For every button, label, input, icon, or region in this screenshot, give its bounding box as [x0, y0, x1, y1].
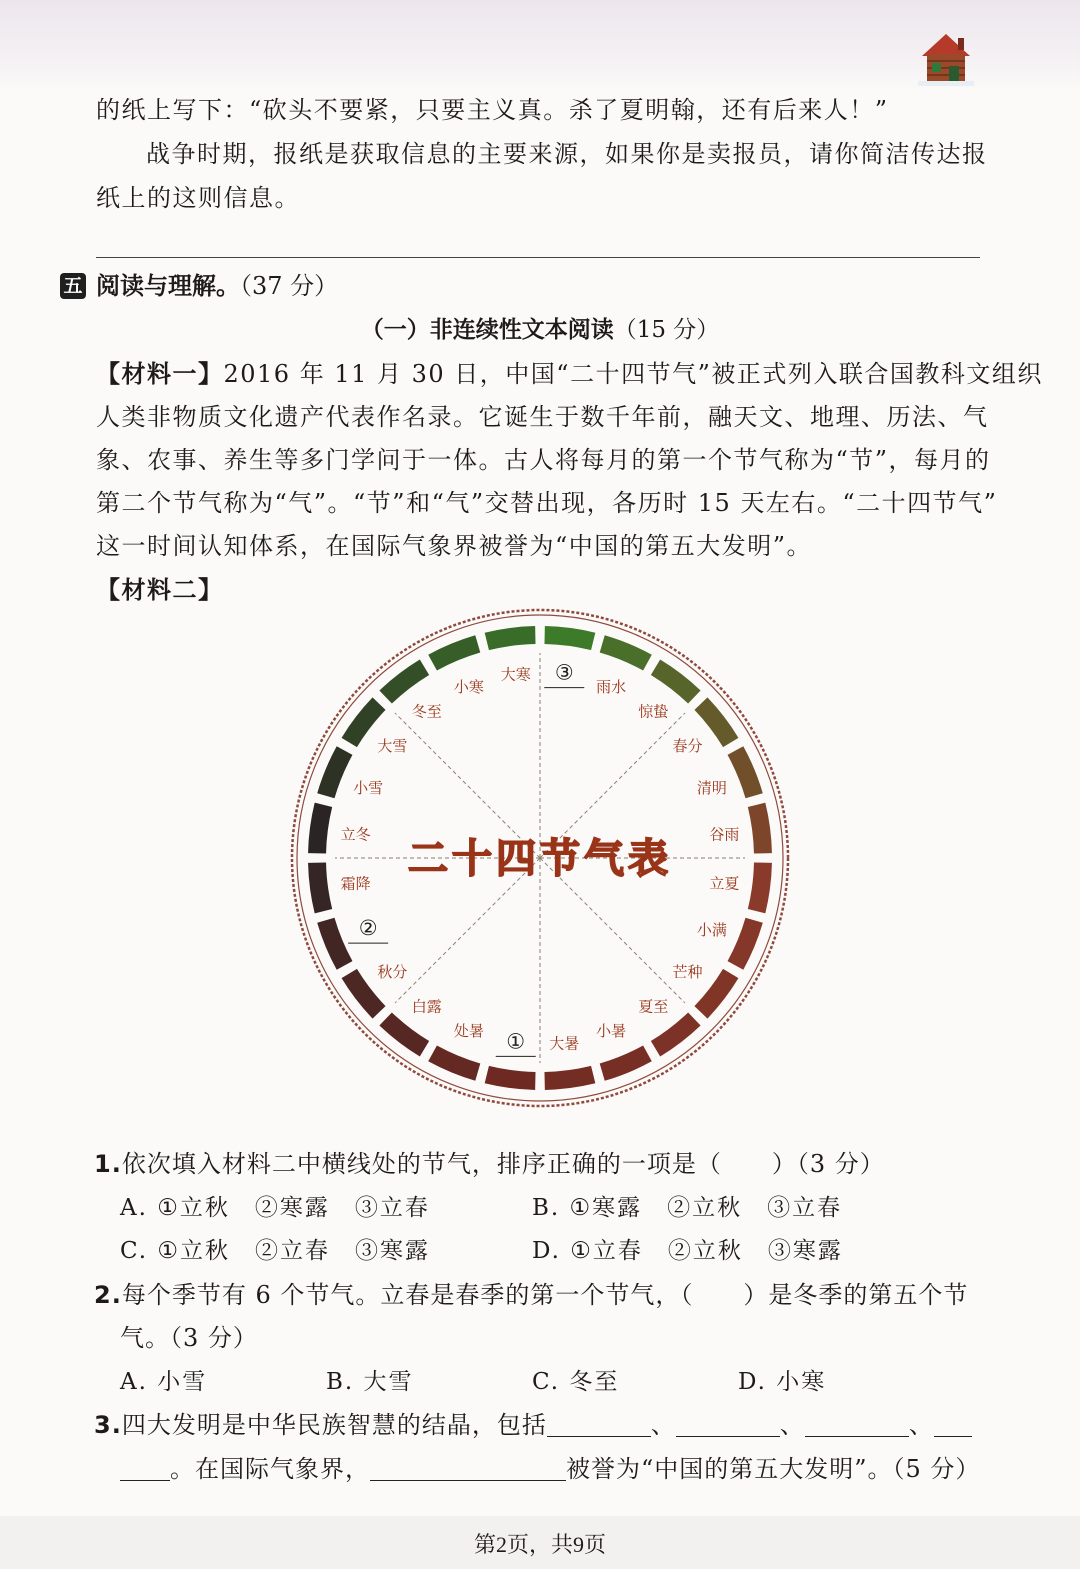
q2-number: 2.: [94, 1281, 122, 1309]
wheel-segment: [728, 918, 763, 970]
q1-option-c[interactable]: C. ①立秋 ②立春 ③寒露: [120, 1238, 431, 1264]
q3-blank-5[interactable]: [370, 1452, 566, 1481]
q1-number: 1.: [94, 1150, 122, 1178]
wheel-segment: [379, 1012, 429, 1056]
material1-line-3: 象、农事、养生等多门学问于一体。古人将每月的第一个节气称为“节”，每月的: [96, 446, 991, 474]
wheel-segment: [651, 660, 701, 704]
section-title-text: 阅读与理解。: [96, 272, 240, 300]
q1-option-a[interactable]: A. ①立秋 ②寒露 ③立春: [120, 1195, 430, 1221]
wheel-segment: [600, 635, 652, 670]
wheel-term-label: 小雪: [353, 778, 384, 797]
wheel-term-label: 芒种: [672, 963, 703, 982]
q3-number: 3.: [94, 1411, 122, 1439]
q3-text-a: 四大发明是中华民族智慧的结晶，包括: [121, 1411, 547, 1439]
wheel-term-label: 冬至: [411, 702, 442, 721]
question-3-line-2: [120, 1447, 1020, 1491]
q1-option-b[interactable]: B. ①寒露 ②立秋 ③立春: [532, 1195, 843, 1221]
wheel-term-label: 雨水: [596, 678, 627, 697]
material1-line-5: 这一时间认知体系，在国际气象界被誉为“中国的第五大发明”。: [96, 532, 813, 560]
wheel-blank-marker: ①: [506, 1029, 526, 1054]
house-icon: [918, 30, 974, 86]
material1-line-2: 人类非物质文化遗产代表作名录。它诞生于数千年前，融天文、地理、历法、气: [96, 403, 989, 431]
q3-text-b: 。在国际气象界，: [170, 1455, 370, 1483]
q3-blank-4a[interactable]: [934, 1408, 972, 1437]
q3-sep-1: 、: [650, 1411, 676, 1439]
q2-option-c[interactable]: C. 冬至: [532, 1369, 620, 1395]
q3-sep-3: 、: [908, 1411, 934, 1439]
wheel-blank-marker: ③: [554, 660, 574, 685]
wheel-term-label: 夏至: [638, 997, 669, 1016]
q2-text-2: 气。（3 分）: [120, 1324, 258, 1352]
subsection-points: （15 分）: [613, 317, 720, 343]
wheel-segment: [317, 918, 352, 970]
q3-blank-4b[interactable]: [120, 1452, 170, 1481]
q3-blank-2[interactable]: [676, 1408, 780, 1437]
question-3: [94, 1403, 994, 1447]
wheel-term-label: 清明: [696, 778, 727, 797]
material1-text-1: 2016 年 11 月 30 日，中国“二十四节气”被正式列入联合国教科文组织: [223, 360, 1043, 388]
wheel-segment: [748, 803, 772, 854]
wheel-term-label: 小满: [696, 921, 727, 940]
wheel-term-label: 谷雨: [709, 825, 740, 844]
wheel-segment: [428, 635, 480, 670]
q2-option-d[interactable]: D. 小寒: [738, 1369, 827, 1395]
section-points: （37 分）: [240, 272, 339, 300]
wheel-segment: [317, 746, 352, 798]
q2-option-a[interactable]: A. 小雪: [120, 1369, 208, 1395]
q2-option-b[interactable]: B. 大雪: [326, 1369, 414, 1395]
q3-sep-2: 、: [779, 1411, 805, 1439]
q3-blank-1[interactable]: [547, 1408, 651, 1437]
wheel-term-label: 惊蛰: [638, 702, 669, 721]
wheel-segment: [428, 1046, 480, 1081]
wheel-segment: [544, 626, 595, 650]
material2-label: 【材料二】: [96, 576, 224, 604]
wheel-segment: [728, 746, 763, 798]
intro-line-1: 的纸上写下：“砍头不要紧，只要主义真。杀了夏明翰，还有后来人！”: [96, 96, 889, 124]
wheel-term-label: 春分: [672, 736, 703, 755]
wheel-title: 二十四节气表: [408, 835, 672, 882]
wheel-term-label: 大暑: [549, 1034, 580, 1053]
wheel-segment: [485, 1066, 536, 1090]
q1-text: 依次填入材料二中横线处的节气，排序正确的一项是（ ）（3 分）: [121, 1150, 885, 1178]
q1-option-d[interactable]: D. ①立春 ②立秋 ③寒露: [532, 1238, 843, 1264]
wheel-segment: [544, 1066, 595, 1090]
question-2: [94, 1273, 994, 1317]
material1-line-4: 第二个节气称为“气”。“节”和“气”交替出现，各历时 15 天左右。“二十四节气”: [96, 489, 998, 517]
wheel-term-label: 立冬: [340, 825, 371, 844]
wheel-segment: [485, 626, 536, 650]
wheel-term-label: 白露: [411, 997, 442, 1016]
section-title: [96, 266, 338, 306]
solar-terms-wheel: [270, 608, 810, 1128]
q3-text-c: 被誉为“中国的第五大发明”。（5 分）: [566, 1455, 981, 1483]
wheel-blank-marker: ②: [358, 916, 378, 941]
intro-line-2: 战争时期，报纸是获取信息的主要来源，如果你是卖报员，请你简洁传达报: [146, 140, 988, 168]
wheel-segment: [748, 862, 772, 913]
q2-text: 每个季节有 6 个节气。立春是春季的第一个节气，（ ）是冬季的第五个节: [121, 1281, 969, 1309]
wheel-term-label: 大寒: [500, 665, 531, 684]
wheel-term-label: 小暑: [596, 1021, 627, 1040]
wheel-segment: [379, 660, 429, 704]
intro-line-3: 纸上的这则信息。: [96, 184, 300, 212]
wheel-term-label: 立夏: [709, 874, 740, 893]
wheel-term-label: 秋分: [377, 963, 408, 982]
material1-line-1: [96, 352, 1043, 396]
subsection-title: [0, 310, 1080, 350]
wheel-segment: [600, 1046, 652, 1081]
section-badge: 五: [60, 273, 86, 299]
wheel-segment: [308, 862, 332, 913]
subsection-title-text: （一）非连续性文本阅读: [360, 317, 614, 343]
wheel-term-label: 处暑: [453, 1021, 484, 1040]
page-number: 第2页，共9页: [473, 1532, 606, 1557]
material1-label: 【材料一】: [96, 360, 224, 388]
wheel-segment: [651, 1012, 701, 1056]
wheel-segment: [308, 803, 332, 854]
wheel-term-label: 大雪: [377, 736, 408, 755]
q3-blank-3[interactable]: [805, 1408, 909, 1437]
wheel-term-label: 小寒: [453, 678, 484, 697]
question-1: [94, 1142, 994, 1186]
answer-line: [96, 257, 980, 258]
wheel-term-label: 霜降: [340, 874, 371, 893]
